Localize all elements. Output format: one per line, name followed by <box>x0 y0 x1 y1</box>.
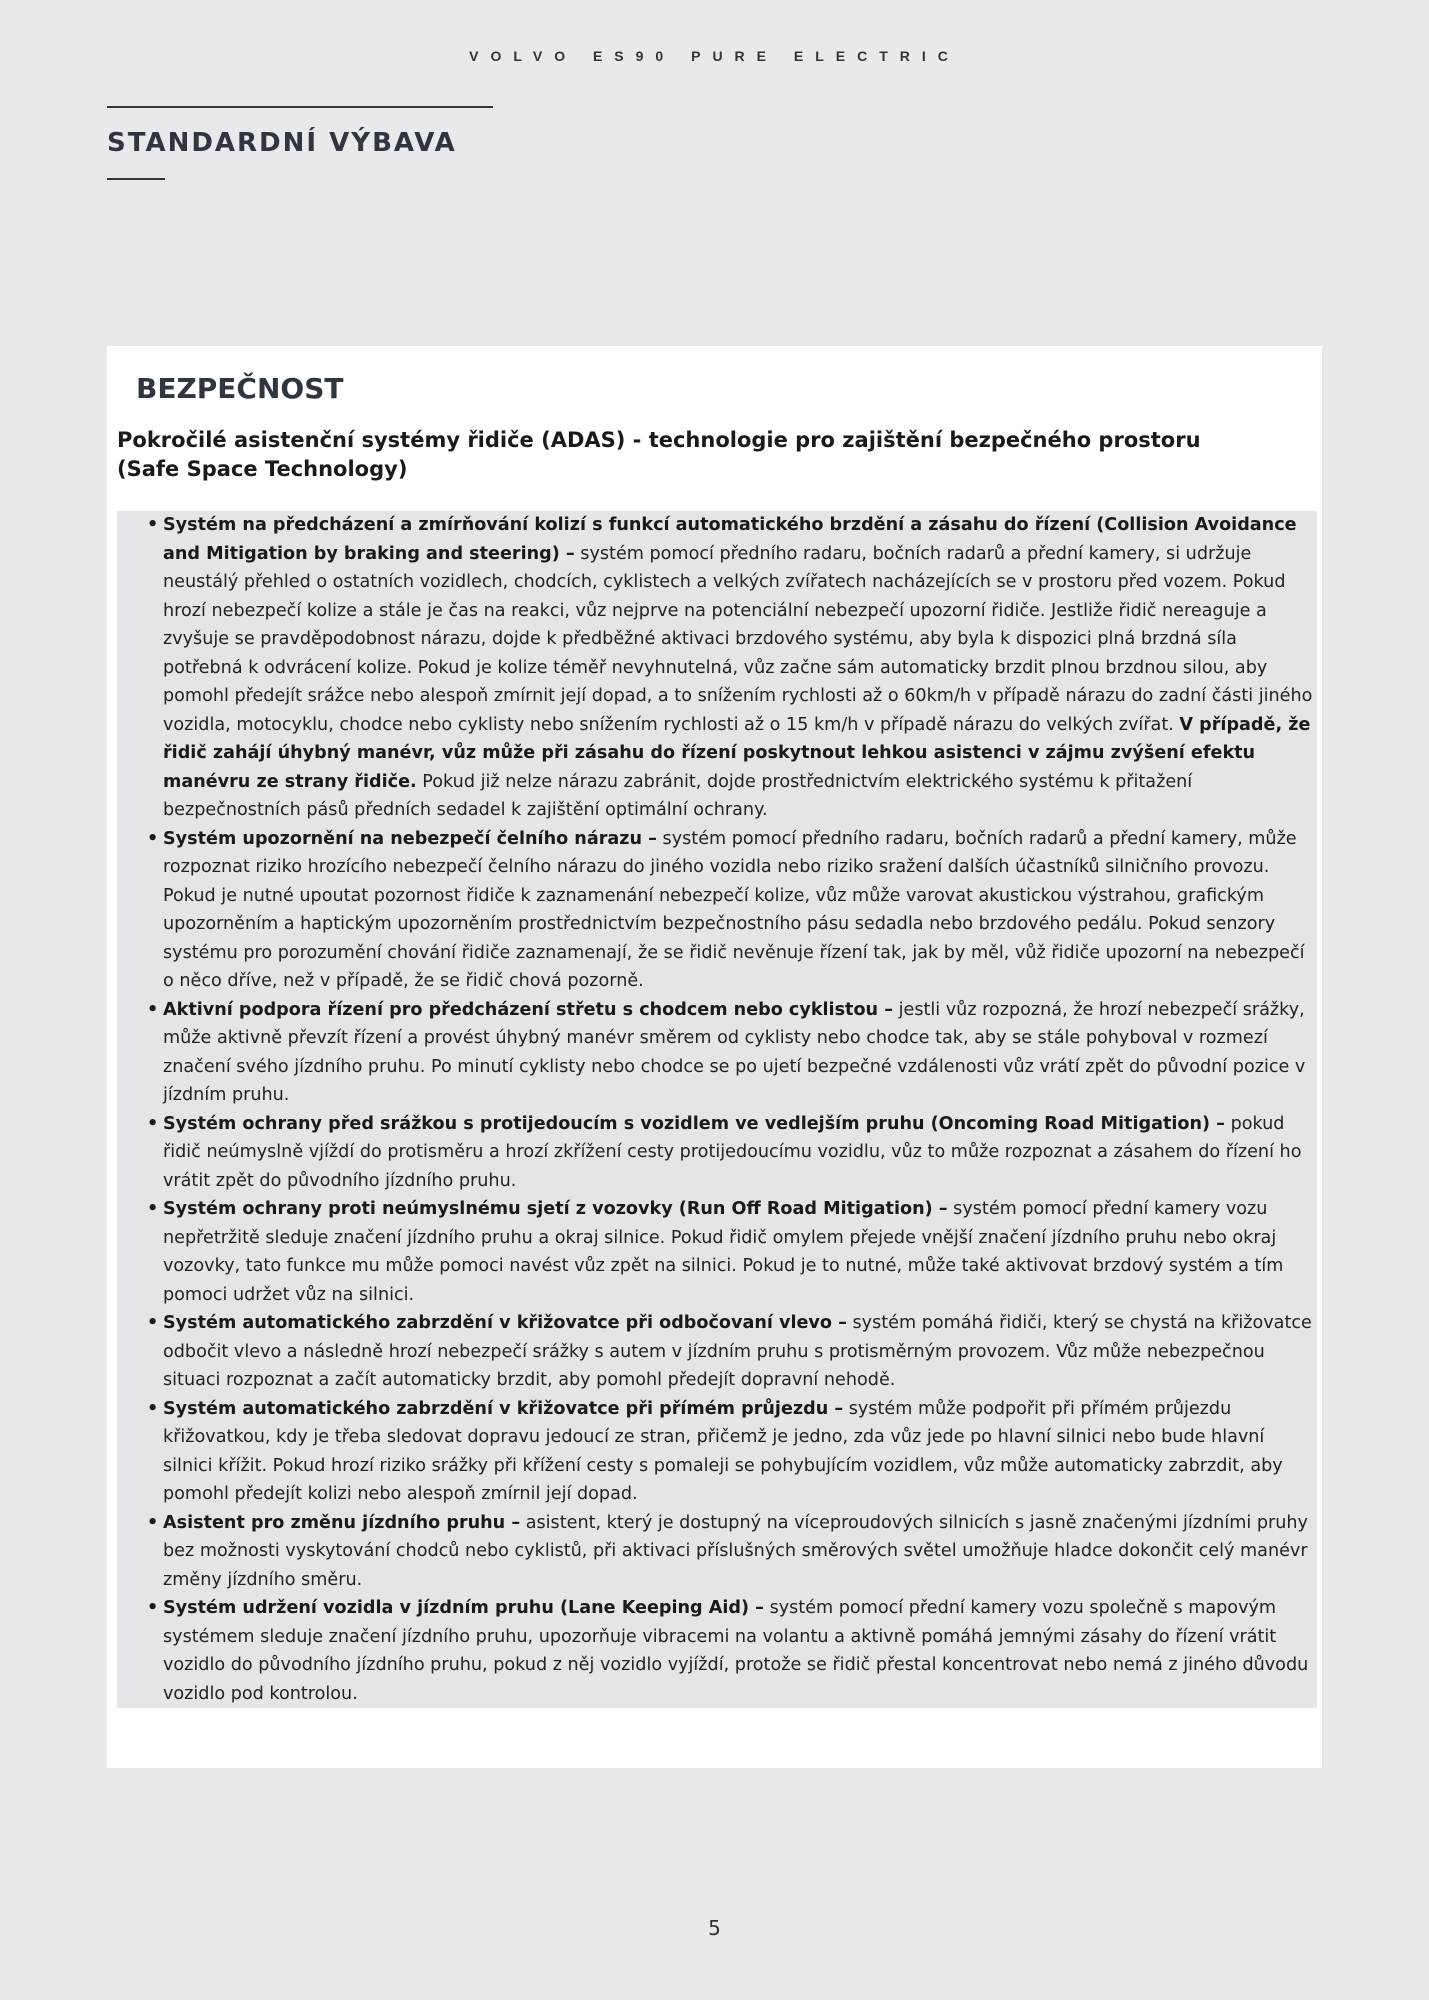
list-item <box>117 1509 1317 1595</box>
list-item <box>117 511 1317 825</box>
item-heading: Asistent pro změnu jízdního pruhu – <box>163 1512 521 1533</box>
item-text: systém pomocí předního radaru, bočních radarů a přední kamery, si udržuje neustálý přehled o ostatních vozidlech, chodcích, cyklistech a velkých zvířatech nacházejících se v prostoru před vozem. Pokud hrozí nebezpečí kolize a stále je čas na reakci, vůz nejprve na potenciální nebezpečí upozorní řidiče. Jestliže řidič nereaguje a zvyšuje se pravděpodobnost nárazu, dojde k předběžné aktivaci brzdového systému, aby byla k dispozici plná brzdná síla potřebná k odvrácení kolize. Pokud je kolize téměř nevyhnutelná, vůz začne sám automaticky brzdit plnou brzdnou silou, aby pomohl předejít srážce nebo alespoň zmírnit její dopad, a to snížením rychlosti až o 60km/h v případě nárazu do zadní části jiného vozidla, motocyklu, chodce nebo cyklisty nebo snížením rychlosti až o 15 km/h v případě nárazu do velkých zvířat. <box>163 543 1313 735</box>
section-title: BEZPEČNOST <box>136 372 344 405</box>
item-body <box>163 996 1317 1110</box>
item-body <box>163 1509 1317 1595</box>
page-title: STANDARDNÍ VÝBAVA <box>107 128 457 158</box>
item-body <box>163 1195 1317 1309</box>
item-text: systém pomáhá řidiči, který se chystá na křižovatce odbočit vlevo a následně hrozí nebezpečí srážky s autem v jízdním pruhu s protisměrným provozem. Vůz může nebezpečnou situaci rozpoznat a začít automaticky brzdit, aby pomohl předejít dopravní nehodě. <box>163 1313 1312 1390</box>
item-body <box>163 1110 1317 1196</box>
bullet-icon: • <box>147 1313 159 1333</box>
item-heading: Systém automatického zabrzdění v křižovatce při odbočovaní vlevo – <box>163 1313 847 1333</box>
item-text: systém může podpořit při přímém průjezdu křižovatkou, kdy je třeba sledovat dopravu jedoucí ze stran, přičemž je jedno, zda vůz jede po hlavní silnici nebo bude hlavní silnici křížit. Pokud hrozí riziko srážky při křížení cesty s pomaleji se pohybujícím vozidlem, vůz může automaticky zabrzdit, aby pomohl předejít kolizi nebo alespoň zmírnil její dopad. <box>163 1398 1283 1504</box>
page-number: 5 <box>708 1916 721 1940</box>
bullet-icon: • <box>147 1512 159 1533</box>
item-body <box>163 511 1317 825</box>
item-text-continued: Pokud již nelze nárazu zabránit, dojde prostřednictvím elektrického systému k přitažení bezpečnostních pásů předních sedadel k zajištění optimální ochrany. <box>163 771 1193 820</box>
item-text: systém pomocí přední kamery vozu nepřetržitě sleduje značení jízdního pruhu a okraj silnice. Pokud řidič omylem přejede vnější značení jízdního pruhu nebo okraj vozovky, tato funkce mu může pomoci navést vůz zpět na silnici. Pokud je to nutné, může také aktivovat brzdový systém a tím pomoci udržet vůz na silnici. <box>163 1199 1284 1305</box>
list-item <box>117 1395 1317 1509</box>
list-item <box>117 1195 1317 1309</box>
item-body <box>163 1309 1317 1395</box>
item-heading: Systém upozornění na nebezpečí čelního nárazu – <box>163 828 657 849</box>
list-item <box>117 996 1317 1110</box>
header-divider <box>107 106 493 108</box>
item-heading: Systém udržení vozidla v jízdním pruhu (Lane Keeping Aid) – <box>163 1598 764 1618</box>
section-subtitle: Pokročilé asistenční systémy řidiče (ADAS) - technologie pro zajištění bezpečného prostoru (Safe Space Technology) <box>117 428 1201 481</box>
item-text: systém pomocí přední kamery vozu společně s mapovým systémem sleduje značení jízdního pruhu, upozorňuje vibracemi na volantu a aktivně pomáhá jemnými zásahy do řízení vrátit vozidlo do původního jízdního pruhu, pokud z něj vozidlo vyjíždí, protože se řidič přestal koncentrovat nebo nemá z jiného důvodu vozidlo pod kontrolou. <box>163 1598 1309 1704</box>
item-emphasis: V případě, že řidič zahájí úhybný manévr, vůz může při zásahu do řízení poskytnout lehkou asistenci v zájmu zvýšení efektu manévru ze strany řidiče. <box>163 714 1311 792</box>
item-body <box>163 1594 1317 1708</box>
item-body <box>163 825 1317 996</box>
item-text: jestli vůz rozpozná, že hrozí nebezpečí srážky, může aktivně převzít řízení a provést úhybný manévr směrem od cyklisty nebo chodce tak, aby se stále pohyboval v rozmezí značení svého jízdního pruhu. Po minutí cyklisty nebo chodce se po ujetí bezpečné vzdálenosti vůz vrátí zpět do původní pozice v jízdním pruhu. <box>163 999 1306 1105</box>
item-heading: Systém ochrany před srážkou s protijedoucím s vozidlem ve vedlejším pruhu (Oncoming Road Mitigation) – <box>163 1113 1225 1134</box>
item-text: systém pomocí předního radaru, bočních radarů a přední kamery, může rozpoznat riziko hrozícího nebezpečí čelního nárazu do jiného vozidla nebo riziko sražení dalších účastníků silničního provozu. Pokud je nutné upoutat pozornost řidiče k zaznamenání nebezpečí kolize, vůz může varovat akustickou výstrahou, grafickým upozorněním a haptickým upozorněním prostřednictvím bezpečnostního pásu sedadla nebo brzdového pedálu. Pokud senzory systému pro porozumění chování řidiče zaznamenají, že se řidič nevěnuje řízení tak, jak by měl, vůž řidiče upozorní na nebezpečí o něco dříve, než v případě, že se řidič chová pozorně. <box>163 828 1305 991</box>
item-heading: Systém ochrany proti neúmyslnému sjetí z vozovky (Run Off Road Mitigation) – <box>163 1199 948 1219</box>
list-item <box>117 1309 1317 1395</box>
bullet-icon: • <box>147 1199 159 1219</box>
content-card <box>107 346 1322 1768</box>
item-text: pokud řidič neúmyslně vjíždí do protisměru a hrozí zkřížení cesty protijedoucímu vozidlu, vůz to může rozpoznat a zásahem do řízení ho vrátit zpět do původního jízdního pruhu. <box>163 1113 1302 1191</box>
title-underline <box>107 178 165 180</box>
bullet-icon: • <box>147 1398 159 1419</box>
item-heading: Systém automatického zabrzdění v křižovatce při přímém průjezdu – <box>163 1398 844 1419</box>
bullet-icon: • <box>147 1598 159 1618</box>
item-heading: Aktivní podpora řízení pro předcházení střetu s chodcem nebo cyklistou – <box>163 999 894 1020</box>
item-heading: Systém na předcházení a zmírňování kolizí s funkcí automatického brzdění a zásahu do řízení (Collision Avoidance and Mitigation by braking and steering) – <box>163 515 1297 564</box>
bullet-icon: • <box>147 828 159 849</box>
bullet-icon: • <box>147 1113 159 1134</box>
brand-header: VOLVO ES90 PURE ELECTRIC <box>469 48 960 64</box>
bullet-icon: • <box>147 515 159 535</box>
item-text: asistent, který je dostupný na víceproudových silnicích s jasně značenými jízdními pruhy bez možnosti vyskytování chodců nebo cyklistů, při aktivaci příslušných směrových světel umožňuje hladce dokončit celý manévr změny jízdního směru. <box>163 1512 1308 1590</box>
feature-list <box>117 511 1317 1708</box>
list-item <box>117 1110 1317 1196</box>
item-body <box>163 1395 1317 1509</box>
list-item <box>117 1594 1317 1708</box>
bullet-icon: • <box>147 999 159 1020</box>
list-item <box>117 825 1317 996</box>
